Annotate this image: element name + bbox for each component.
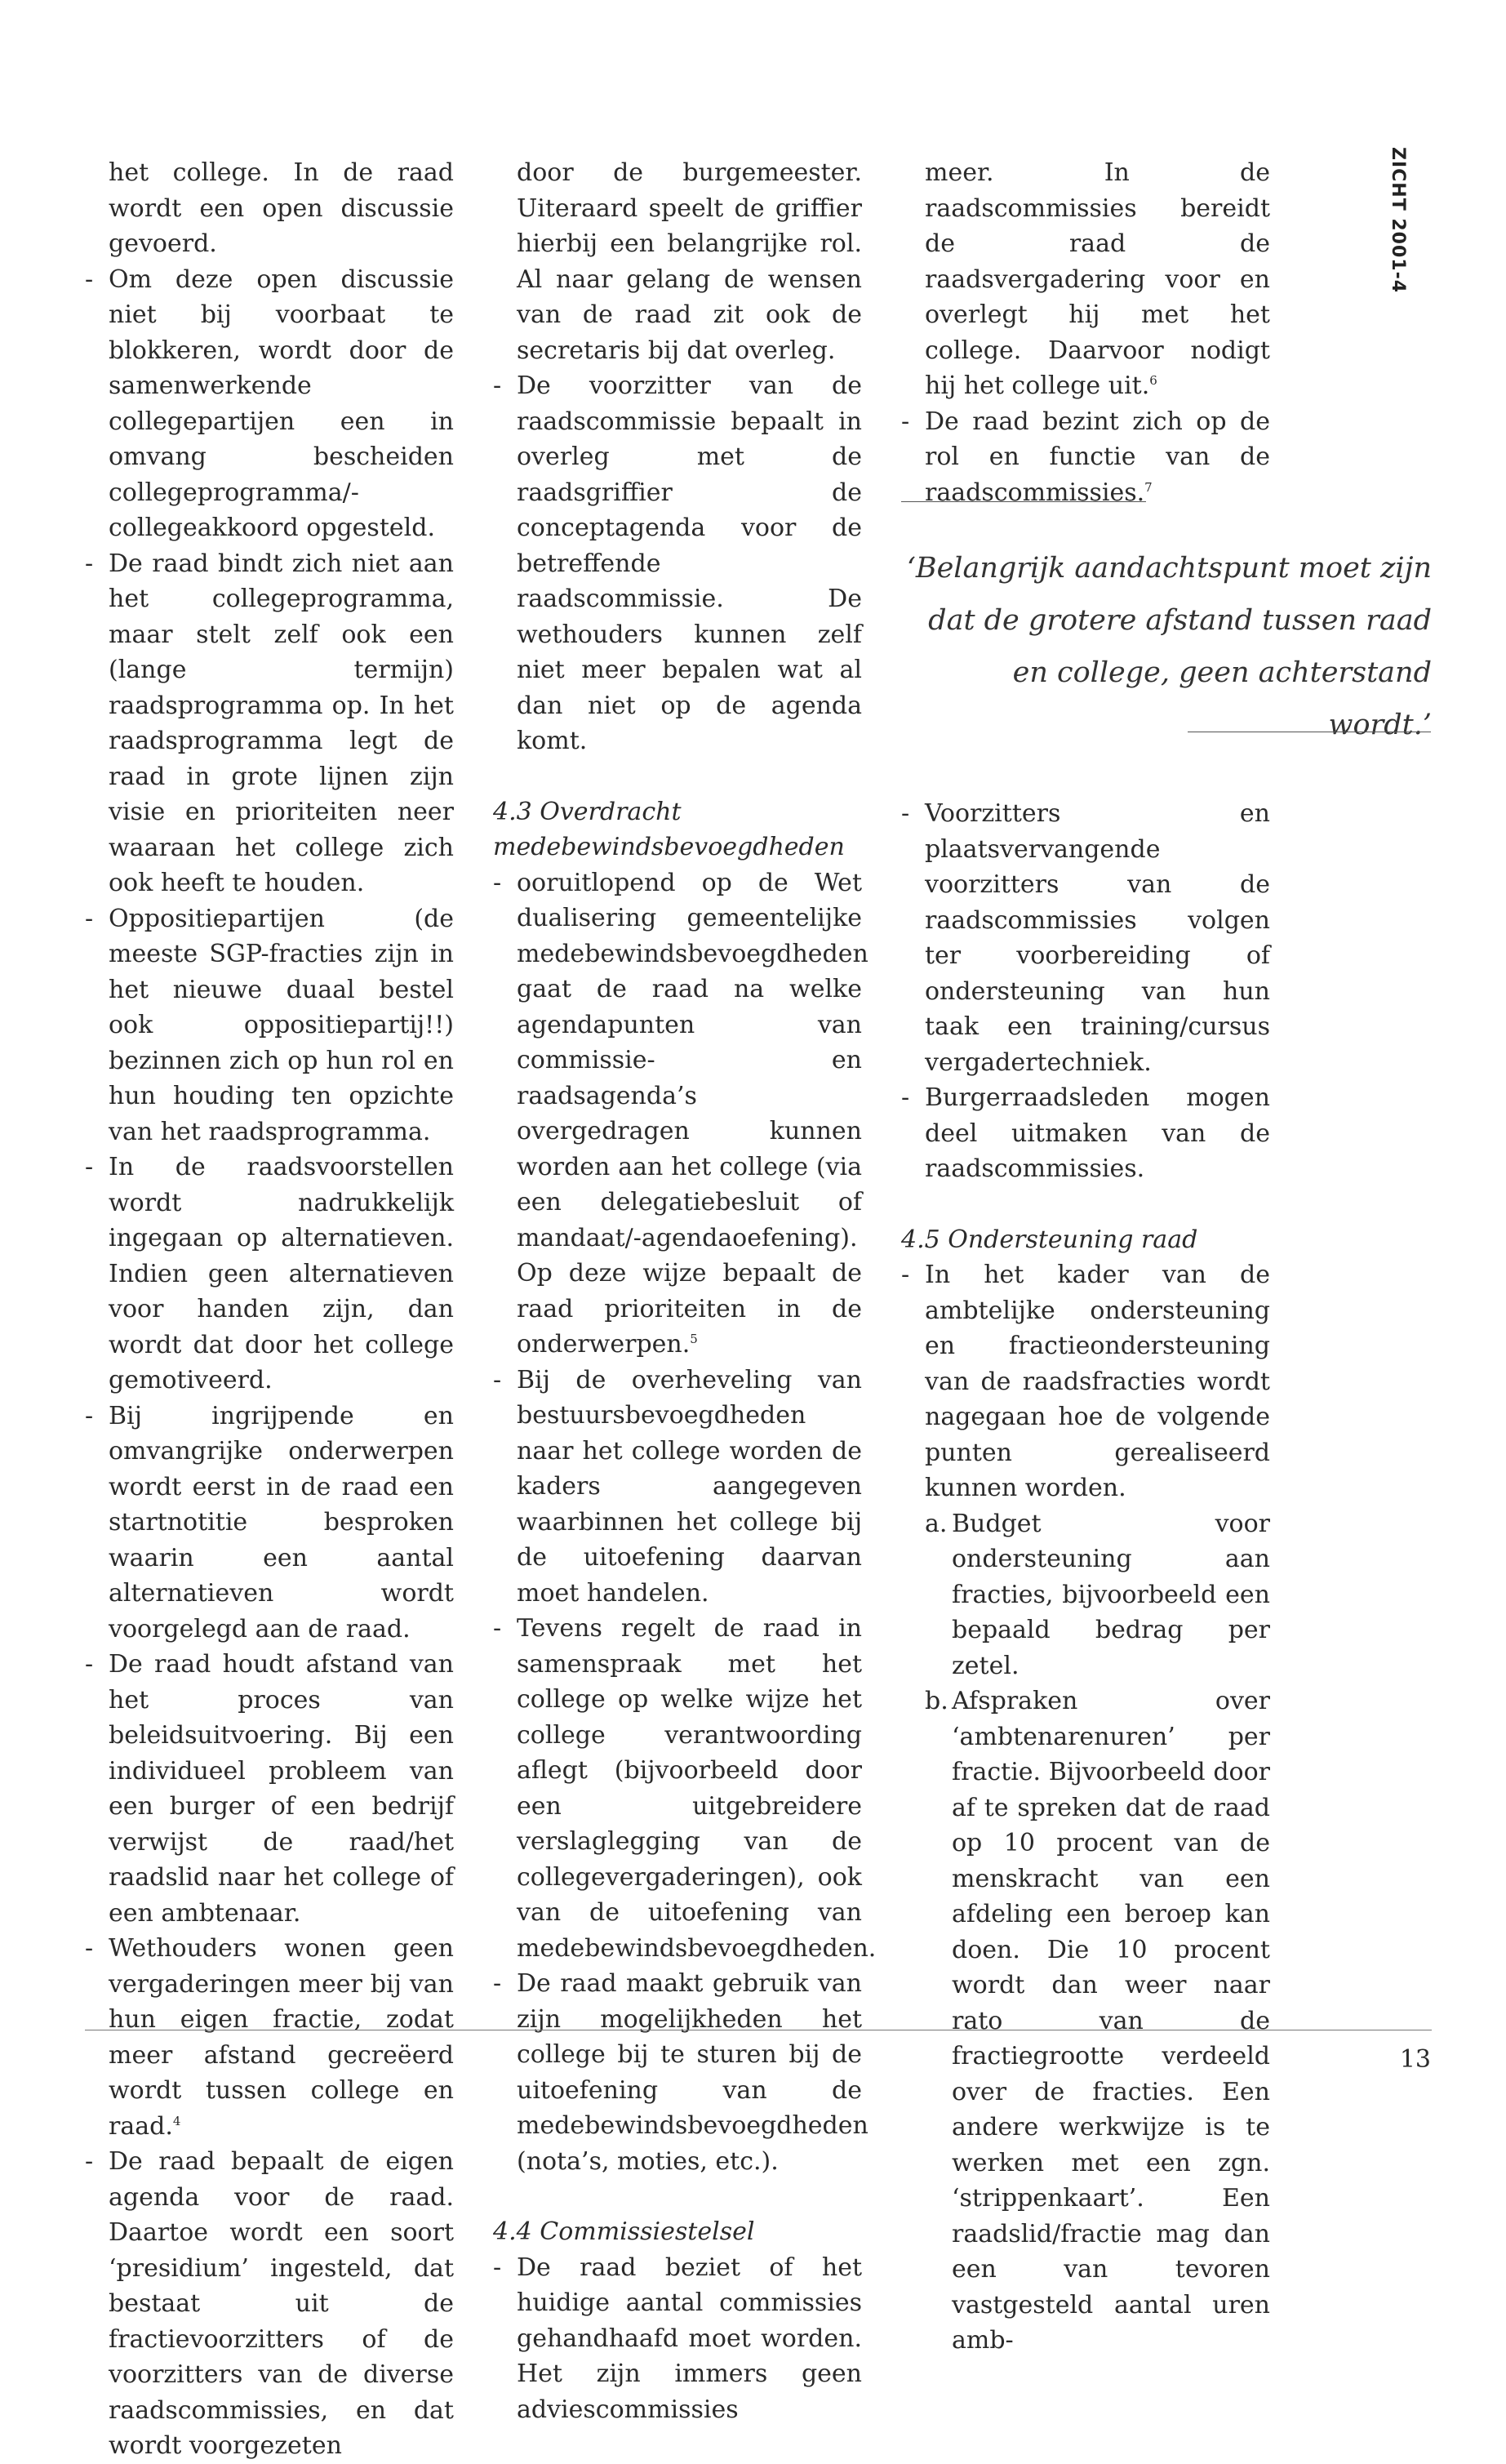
spacer [493,759,862,794]
list-item-text: De raad maakt gebruik van zijn mogelijkheden het college bij te sturen bij de uitoefening van de medebewindsbevoegdheden (nota’s, moties, etc.). [517,1969,869,2176]
bullet-dash: - [901,1083,910,1112]
sub-list-item-a [901,1506,1270,1684]
sub-list-text: Budget voor ondersteuning aan fracties, bijvoorbeeld een bepaald bedrag per zetel. [952,1509,1270,1680]
bullet-dash: - [493,371,502,400]
bullet-dash: - [85,904,94,933]
list-item [85,1931,454,2144]
pull-quote: ‘Belangrijk aandachtspunt moet zijn dat de grotere afstand tussen raad en college, geen achterstand wordt.’ [906,552,1432,741]
list-item-text: Voorzitters en plaatsvervangende voorzitters van de raadscommissies volgen ter voorbereiding of ondersteuning van hun taak een training/cursus vergadertechniek. [925,799,1270,1077]
list-item-text: Bij ingrijpende en omvangrijke onderwerpen wordt eerst in de raad een startnotitie besproken waarin een aantal alternatieven wordt voorgelegd aan de raad. [109,1401,454,1643]
list-item-text: Om deze open discussie niet bij voorbaat te blokkeren, wordt door de samenwerkende collegepartijen een in omvang bescheiden collegeprogramma/-collegeakkoord opgesteld. [109,265,454,542]
list-item [901,796,1270,1080]
bullet-dash: - [493,2253,502,2282]
list-item-text: Burgerraadsleden mogen deel uitmaken van de raadscommissies. [925,1083,1270,1183]
list-item [85,1647,454,1931]
list-item [493,1363,862,1612]
bullet-dash: - [901,407,910,436]
list-item-text: In het kader van de ambtelijke ondersteuning en fractieondersteuning van de raadsfracties wordt nagegaan hoe de volgende punten gerealiseerd kunnen worden. [925,1261,1270,1502]
running-head: ZICHT 2001-4 [1388,147,1408,294]
bullet-dash: - [85,1650,94,1679]
sub-list-label: b. [925,1687,948,1715]
bullet-dash: - [901,799,910,828]
section-heading-4-3: 4.3 Overdracht medebewindsbevoegdheden [493,797,845,861]
list-item-text: Bij de overheveling van bestuursbevoegdheden naar het college worden de kaders aangegeven waarbinnen het college bij de uitoefening daarvan moet handelen. [517,1365,862,1608]
sub-list-text: Afspraken over ‘ambtenarenuren’ per fractie. Bijvoorbeeld door af te spreken dat de raad op 10 procent van de menskracht van een afdeling een beroep kan doen. Die 10 procent wordt dan weer naar rato van de fractiegrootte verdeeld over de fracties. Een andere werkwijze is te werken met een zgn. ‘strippenkaart’. Een raadslid/fractie mag dan een van tevoren vastgesteld aantal uren amb- [952,1687,1270,2355]
list-item [85,1399,454,1648]
page-number: 13 [1399,2045,1431,2074]
list-item [493,368,862,759]
list-item-text: De raad bepaalt de eigen agenda voor de raad. Daartoe wordt een soort ‘presidium’ ingesteld, dat bestaat uit de fractievoorzitters of de voorzitters van de diverse raadscommissies, en dat wordt voorgezeten [109,2147,454,2460]
list-item-text: De raad houdt afstand van het proces van beleidsuitvoering. Bij een individueel probleem van een burger of een bedrijf verwijst de raad/het raadslid naar het college of een ambtenaar. [109,1650,454,1928]
footnote-ref[interactable]: 7 [1144,479,1153,495]
bullet-dash: - [85,1934,94,1963]
column-2 [493,155,877,2427]
bullet-dash: - [85,1401,94,1430]
list-item-text: In de raadsvoorstellen wordt nadrukkelijk ingegaan op alternatieven. Indien geen alternatieven voor handen zijn, dan wordt dat door het college gemotiveerd. [109,1153,454,1394]
list-item [901,404,1270,511]
list-item-text: Tevens regelt de raad in samenspraak met het college op welke wijze het college verantwoording aflegt (bijvoorbeeld door een uitgebreidere verslaglegging van de collegevergaderingen), ook van de uitoefening van medebewindsbevoegdheden. [517,1614,877,1963]
paragraph-continuation-with-footnote [901,155,1270,404]
list-item [493,865,869,1363]
column-3-lower [901,796,1270,2359]
list-item-text-with-footnote [109,1931,454,2144]
list-item-text-with-footnote [925,404,1270,511]
list-item-text: ooruitlopend op de Wet dualisering gemeentelijke medebewindsbevoegdheden gaat de raad na welke agendapunten van commissie- en raadsagenda’s overgedragen kunnen worden aan het college (via een delegatiebesluit of mandaat/-agendaoefening). Op deze wijze bepaalt de raad prioriteiten in de onderwerpen. [517,868,869,1359]
column-1 [85,155,454,2464]
list-item [85,262,454,546]
footnote-ref[interactable]: 6 [1149,373,1157,388]
spacer [493,2179,862,2214]
list-item [901,1257,1270,1506]
list-item [493,2250,862,2428]
list-item [85,901,454,1150]
quote-rule-top [901,501,1146,502]
bullet-dash: - [493,868,502,897]
column-3 [901,155,1270,510]
sub-list-item-b [901,1683,1270,2359]
bullet-dash: - [85,2147,94,2176]
list-item [85,2144,454,2464]
spacer [901,1187,1270,1222]
bullet-dash: - [493,1365,502,1394]
list-item [85,546,454,901]
footnote-ref[interactable]: 4 [172,2113,181,2128]
bullet-dash: - [85,265,94,294]
list-item-text: De raad beziet of het huidige aantal commissies gehandhaafd moet worden. Het zijn immers geen adviescommissies [517,2253,862,2424]
paragraph-text: meer. In de raadscommissies bereidt de raad de raadsvergadering voor en overlegt hij met het college. Daarvoor nodigt hij het college uit. [925,158,1270,400]
section-heading-4-5: 4.5 Ondersteuning raad [901,1225,1198,1254]
paragraph-continuation: het college. In de raad wordt een open discussie gevoerd. [109,158,454,258]
bullet-dash: - [85,1153,94,1181]
list-item [85,1150,454,1399]
list-item [901,1080,1270,1187]
bullet-dash: - [85,549,94,578]
sub-list-label: a. [925,1509,948,1538]
list-item-text: Oppositiepartijen (de meeste SGP-fracties zijn in het nieuwe duaal bestel ook oppositiepartij!!) bezinnen zich op hun rol en hun houding ten opzichte van het raadsprogramma. [109,904,454,1146]
footnote-ref[interactable]: 5 [690,1332,698,1346]
bullet-dash: - [493,1969,502,1998]
section-heading-4-4: 4.4 Commissiestelsel [493,2217,755,2246]
bullet-dash: - [493,1614,502,1643]
list-item [493,1611,877,1966]
bullet-dash: - [901,1261,910,1289]
list-item-text: Wethouders wonen geen vergaderingen meer bij van hun eigen fractie, zodat meer afstand gecreëerd wordt tussen college en raad. [109,1934,454,2141]
paragraph-continuation: door de burgemeester. Uiteraard speelt de griffier hierbij een belangrijke rol. Al naar gelang de wensen van de raad zit ook de secretaris bij dat overleg. [517,158,862,365]
list-item-text: De raad bindt zich niet aan het collegeprogramma, maar stelt zelf ook een (lange termijn) raadsprogramma op. In het raadsprogramma legt de raad in grote lijnen zijn visie en prioriteiten neer waaraan het college zich ook heeft te houden. [109,549,454,897]
list-item-text: De raad bezint zich op de rol en functie van de raadscommissies. [925,407,1270,507]
list-item-text: De voorzitter van de raadscommissie bepaalt in overleg met de raadsgriffier de conceptagenda voor de betreffende raadscommissie. De wethouders kunnen zelf niet meer bepalen wat al dan niet op de agenda komt. [517,371,862,755]
list-item-text-with-footnote [517,865,869,1363]
list-item [493,1966,869,2179]
